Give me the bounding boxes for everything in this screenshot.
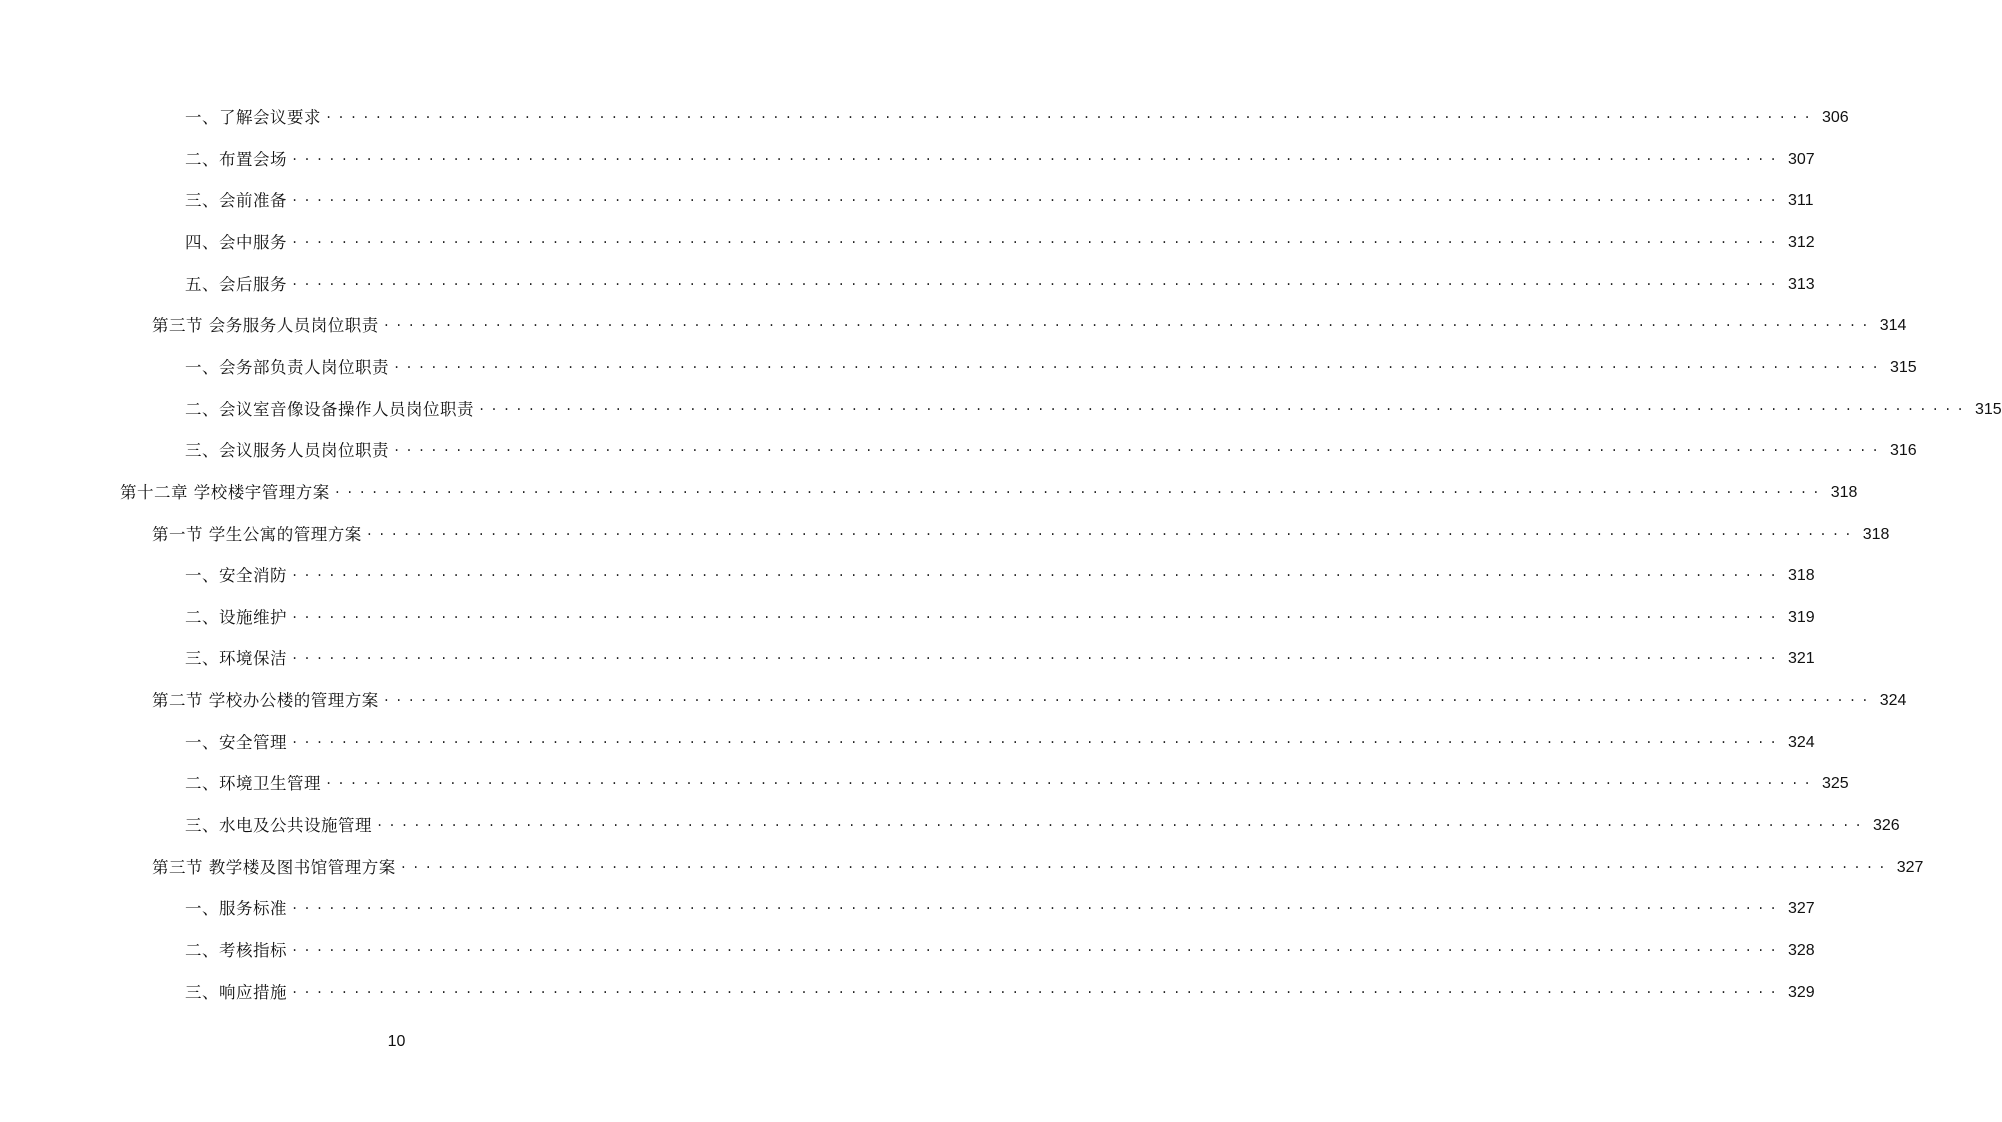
toc-entry-page-number: 326 <box>1872 817 1900 835</box>
page-number: 10 <box>387 1033 406 1050</box>
toc-entry-page-number: 327 <box>1787 900 1815 918</box>
toc-dot-leader: ........................................................................................................................ <box>478 398 1969 413</box>
toc-entry-page-number: 316 <box>1889 442 1917 460</box>
toc-dot-leader: ........................................................................................................................ <box>382 690 1874 705</box>
toc-dot-leader: ........................................................................................................................ <box>291 565 1782 580</box>
toc-dot-leader: ........................................................................................................................ <box>325 107 1816 121</box>
toc-entry-label: 一、会务部负责人岗位职责 <box>185 357 389 377</box>
toc-dot-leader: ........................................................................................................................ <box>291 898 1782 913</box>
toc-entry-label: 第三节 会务服务人员岗位职责 <box>152 316 379 336</box>
toc-entry-page-number: 319 <box>1787 608 1815 626</box>
toc-entry-item[interactable] <box>185 97 1849 129</box>
toc-entry-page-number: 325 <box>1821 775 1849 793</box>
toc-entry-page-number: 327 <box>1896 858 1924 876</box>
toc-entry-chapter[interactable] <box>120 472 1858 504</box>
toc-entry-page-number: 311 <box>1787 192 1814 210</box>
toc-entry-label: 三、环境保洁 <box>185 649 287 669</box>
toc-dot-leader: ........................................................................................................................ <box>291 731 1782 746</box>
toc-entry-page-number: 306 <box>1821 109 1849 126</box>
toc-entry-label: 三、会前准备 <box>185 191 287 211</box>
toc-entry-label: 三、响应措施 <box>185 982 287 1002</box>
toc-entry-item[interactable] <box>185 597 1815 629</box>
toc-entry-page-number: 328 <box>1787 942 1815 959</box>
toc-entry-item[interactable] <box>185 930 1815 962</box>
toc-dot-leader: ........................................................................................................................ <box>291 148 1782 163</box>
toc-dot-leader: ........................................................................................................................ <box>325 773 1816 788</box>
toc-dot-leader: ........................................................................................................................ <box>291 648 1782 663</box>
toc-entry-label: 第十二章 学校楼宇管理方案 <box>120 482 330 502</box>
toc-entry-item[interactable] <box>185 222 1815 254</box>
toc-entry-label: 四、会中服务 <box>185 232 287 252</box>
toc-entry-page-number: 307 <box>1787 150 1815 168</box>
toc-entry-section[interactable] <box>152 514 1890 546</box>
toc-dot-leader: ........................................................................................................................ <box>291 981 1782 996</box>
toc-entry-page-number: 318 <box>1830 483 1858 501</box>
toc-entry-label: 二、设施维护 <box>185 607 287 627</box>
toc-entry-page-number: 314 <box>1879 317 1907 335</box>
toc-entry-label: 一、安全消防 <box>185 566 287 586</box>
toc-entry-section[interactable] <box>152 680 1907 712</box>
toc-entry-label: 第一节 学生公寓的管理方案 <box>152 524 362 544</box>
toc-entry-page-number: 329 <box>1787 983 1815 1001</box>
toc-entry-item[interactable] <box>185 888 1815 920</box>
toc-entry-label: 一、服务标准 <box>185 899 287 919</box>
toc-dot-leader: ........................................................................................................................ <box>291 231 1782 246</box>
toc-entry-page-number: 324 <box>1879 692 1907 710</box>
toc-dot-leader: ........................................................................................................................ <box>399 856 1891 871</box>
toc-entry-label: 二、布置会场 <box>185 149 287 169</box>
toc-entry-page-number: 315 <box>1889 358 1917 376</box>
toc-entry-label: 第二节 学校办公楼的管理方案 <box>152 691 379 711</box>
toc-entry-item[interactable] <box>185 180 1814 212</box>
toc-dot-leader: ........................................................................................................................ <box>376 815 1867 830</box>
toc-dot-leader: ........................................................................................................................ <box>291 273 1782 288</box>
toc-entry-section[interactable] <box>152 847 1924 879</box>
toc-entry-page-number: 315 <box>1974 400 2002 418</box>
toc-dot-leader: ........................................................................................................................ <box>291 940 1782 954</box>
toc-entry-page-number: 312 <box>1787 233 1815 251</box>
toc-entry-label: 二、会议室音像设备操作人员岗位职责 <box>185 399 474 419</box>
toc-dot-leader: ........................................................................................................................ <box>291 606 1782 621</box>
toc-entry-section[interactable] <box>152 305 1907 337</box>
toc-entry-page-number: 324 <box>1787 733 1815 751</box>
toc-entry-label: 三、会议服务人员岗位职责 <box>185 441 389 461</box>
toc-entry-label: 第三节 教学楼及图书馆管理方案 <box>152 857 396 877</box>
toc-entry-item[interactable] <box>185 638 1815 670</box>
toc-entry-page-number: 321 <box>1787 650 1815 668</box>
toc-entry-item[interactable] <box>185 264 1815 296</box>
toc-entry-label: 一、了解会议要求 <box>185 108 321 127</box>
toc-dot-leader: ........................................................................................................................ <box>365 523 1857 538</box>
toc-entry-label: 三、水电及公共设施管理 <box>185 816 372 836</box>
toc-entry-page-number: 318 <box>1862 525 1890 543</box>
toc-entry-item[interactable] <box>185 555 1815 587</box>
toc-entry-label: 一、安全管理 <box>185 732 287 752</box>
toc-entry-page-number: 313 <box>1787 275 1815 293</box>
toc-dot-leader: ........................................................................................................................ <box>393 440 1884 455</box>
toc-dot-leader: ........................................................................................................................ <box>291 190 1782 205</box>
toc-entry-item[interactable] <box>185 722 1815 754</box>
toc-entry-item[interactable] <box>185 763 1849 795</box>
toc-entry-item[interactable] <box>185 805 1900 837</box>
toc-entry-item[interactable] <box>185 347 1917 379</box>
toc-entry-label: 二、考核指标 <box>185 941 287 960</box>
toc-dot-leader: ........................................................................................................................ <box>393 356 1884 371</box>
toc-entry-label: 二、环境卫生管理 <box>185 774 321 794</box>
toc-dot-leader: ........................................................................................................................ <box>333 481 1825 496</box>
toc-entry-page-number: 318 <box>1787 567 1815 585</box>
toc-entry-item[interactable] <box>185 430 1917 462</box>
toc-dot-leader: ........................................................................................................................ <box>382 315 1874 330</box>
toc-entry-item[interactable] <box>185 389 2002 421</box>
toc-entry-item[interactable] <box>185 139 1815 171</box>
toc-entry-item[interactable] <box>185 972 1815 1004</box>
toc-entry-label: 五、会后服务 <box>185 274 287 294</box>
